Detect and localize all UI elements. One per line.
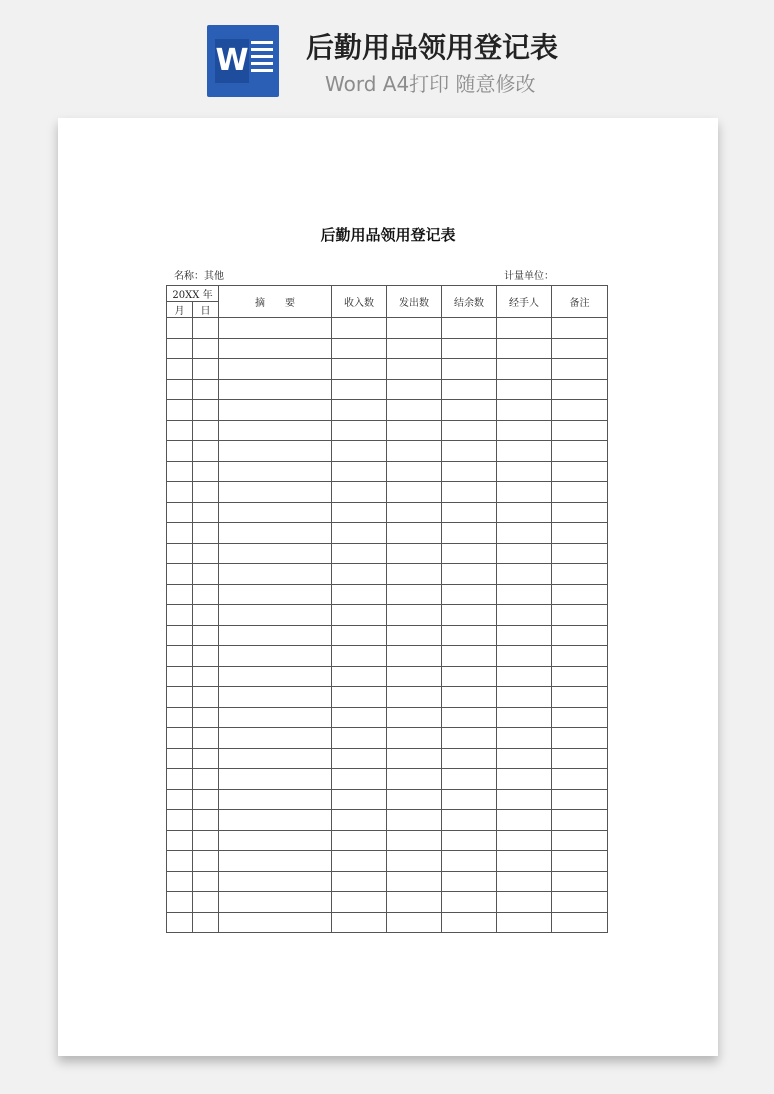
- table-row: [167, 379, 608, 400]
- table-cell[interactable]: [167, 625, 193, 646]
- table-cell[interactable]: [193, 892, 219, 913]
- table-cell[interactable]: [193, 912, 219, 933]
- table-row: [167, 523, 608, 544]
- table-cell[interactable]: [387, 912, 442, 933]
- table-cell[interactable]: [552, 769, 608, 790]
- table-cell[interactable]: [497, 789, 552, 810]
- table-cell[interactable]: [442, 523, 497, 544]
- table-cell[interactable]: [167, 461, 193, 482]
- table-cell[interactable]: [442, 502, 497, 523]
- table-cell[interactable]: [332, 502, 387, 523]
- table-cell[interactable]: [167, 420, 193, 441]
- table-cell[interactable]: [167, 441, 193, 462]
- table-cell[interactable]: [193, 543, 219, 564]
- table-cell[interactable]: [332, 564, 387, 585]
- table-cell[interactable]: [332, 482, 387, 503]
- table-cell[interactable]: [552, 646, 608, 667]
- table-cell[interactable]: [497, 400, 552, 421]
- table-cell[interactable]: [497, 502, 552, 523]
- table-cell[interactable]: [219, 666, 332, 687]
- table-row: [167, 400, 608, 421]
- table-cell[interactable]: [497, 707, 552, 728]
- table-cell[interactable]: [219, 912, 332, 933]
- table-cell[interactable]: [193, 810, 219, 831]
- table-cell[interactable]: [219, 461, 332, 482]
- table-row: [167, 789, 608, 810]
- unit-label: 计量单位：: [504, 271, 554, 282]
- table-cell[interactable]: [552, 400, 608, 421]
- table-cell[interactable]: [193, 379, 219, 400]
- table-row: [167, 502, 608, 523]
- table-cell[interactable]: [193, 769, 219, 790]
- year-header: 20XX 年: [167, 286, 219, 302]
- table-row: [167, 441, 608, 462]
- table-cell[interactable]: [497, 851, 552, 872]
- table-cell[interactable]: [497, 810, 552, 831]
- table-row: [167, 605, 608, 626]
- table-cell[interactable]: [219, 584, 332, 605]
- table-cell[interactable]: [442, 666, 497, 687]
- table-cell[interactable]: [387, 420, 442, 441]
- table-cell[interactable]: [552, 789, 608, 810]
- table-cell[interactable]: [442, 338, 497, 359]
- table-cell[interactable]: [219, 789, 332, 810]
- table-cell[interactable]: [167, 892, 193, 913]
- table-cell[interactable]: [552, 666, 608, 687]
- table-cell[interactable]: [193, 564, 219, 585]
- table-cell[interactable]: [497, 543, 552, 564]
- table-cell[interactable]: [167, 379, 193, 400]
- table-cell[interactable]: [442, 318, 497, 339]
- table-cell[interactable]: [332, 830, 387, 851]
- table-cell[interactable]: [387, 748, 442, 769]
- table-cell[interactable]: [442, 400, 497, 421]
- table-cell[interactable]: [497, 687, 552, 708]
- table-row: [167, 420, 608, 441]
- table-cell[interactable]: [387, 605, 442, 626]
- table-cell[interactable]: [387, 400, 442, 421]
- table-cell[interactable]: [387, 830, 442, 851]
- table-cell[interactable]: [387, 543, 442, 564]
- table-cell[interactable]: [193, 625, 219, 646]
- table-cell[interactable]: [167, 605, 193, 626]
- table-cell[interactable]: [387, 687, 442, 708]
- word-document-icon: [207, 25, 279, 97]
- table-cell[interactable]: [552, 420, 608, 441]
- table-row: [167, 892, 608, 913]
- table-cell[interactable]: [332, 728, 387, 749]
- table-cell[interactable]: [193, 789, 219, 810]
- table-cell[interactable]: [332, 646, 387, 667]
- banner: [0, 0, 774, 110]
- table-cell[interactable]: [442, 912, 497, 933]
- table-cell[interactable]: [497, 359, 552, 380]
- table-row: [167, 871, 608, 892]
- table-cell[interactable]: [497, 605, 552, 626]
- table-cell[interactable]: [497, 338, 552, 359]
- table-cell[interactable]: [497, 482, 552, 503]
- table-cell[interactable]: [332, 707, 387, 728]
- table-cell[interactable]: [387, 666, 442, 687]
- table-cell[interactable]: [442, 892, 497, 913]
- table-cell[interactable]: [552, 318, 608, 339]
- table-cell[interactable]: [552, 461, 608, 482]
- table-cell[interactable]: [332, 338, 387, 359]
- table-row: [167, 318, 608, 339]
- table-cell[interactable]: [552, 871, 608, 892]
- table-cell[interactable]: [442, 379, 497, 400]
- table-row: [167, 769, 608, 790]
- table-cell[interactable]: [387, 707, 442, 728]
- table-cell[interactable]: [497, 461, 552, 482]
- table-cell[interactable]: [387, 584, 442, 605]
- table-cell[interactable]: [552, 625, 608, 646]
- table-cell[interactable]: [442, 441, 497, 462]
- table-cell[interactable]: [167, 789, 193, 810]
- table-row: [167, 687, 608, 708]
- table-cell[interactable]: [387, 482, 442, 503]
- table-cell[interactable]: [332, 625, 387, 646]
- table-cell[interactable]: [552, 728, 608, 749]
- table-cell[interactable]: [552, 338, 608, 359]
- column-header: 收入数: [332, 286, 387, 318]
- table-row: [167, 810, 608, 831]
- table-cell[interactable]: [387, 646, 442, 667]
- table-cell[interactable]: [219, 359, 332, 380]
- table-cell[interactable]: [219, 543, 332, 564]
- table-cell[interactable]: [219, 625, 332, 646]
- banner-title: 后勤用品领用登记表: [306, 31, 559, 64]
- table-cell[interactable]: [332, 359, 387, 380]
- table-cell[interactable]: [167, 687, 193, 708]
- table-cell[interactable]: [167, 728, 193, 749]
- table-cell[interactable]: [497, 584, 552, 605]
- table-cell[interactable]: [442, 646, 497, 667]
- table-cell[interactable]: [442, 625, 497, 646]
- table-cell[interactable]: [442, 420, 497, 441]
- table-cell[interactable]: [193, 851, 219, 872]
- table-cell[interactable]: [167, 810, 193, 831]
- table-row: [167, 707, 608, 728]
- table-cell[interactable]: [219, 810, 332, 831]
- table-cell[interactable]: [167, 482, 193, 503]
- table-row: [167, 564, 608, 585]
- table-cell[interactable]: [332, 871, 387, 892]
- table-cell[interactable]: [193, 728, 219, 749]
- table-cell[interactable]: [552, 564, 608, 585]
- table-cell[interactable]: [193, 707, 219, 728]
- table-cell[interactable]: [193, 646, 219, 667]
- table-cell[interactable]: [219, 687, 332, 708]
- table-cell[interactable]: [552, 584, 608, 605]
- table-cell[interactable]: [387, 851, 442, 872]
- table-cell[interactable]: [387, 625, 442, 646]
- table-cell[interactable]: [219, 892, 332, 913]
- table-cell[interactable]: [167, 318, 193, 339]
- table-cell[interactable]: [387, 564, 442, 585]
- table-cell[interactable]: [332, 584, 387, 605]
- table-cell[interactable]: [497, 523, 552, 544]
- table-cell[interactable]: [167, 359, 193, 380]
- table-cell[interactable]: [332, 892, 387, 913]
- table-cell[interactable]: [167, 748, 193, 769]
- column-header: 摘 要: [219, 286, 332, 318]
- table-cell[interactable]: [219, 769, 332, 790]
- table-cell[interactable]: [442, 584, 497, 605]
- table-cell[interactable]: [193, 461, 219, 482]
- table-cell[interactable]: [219, 851, 332, 872]
- table-cell[interactable]: [332, 912, 387, 933]
- table-cell[interactable]: [387, 359, 442, 380]
- table-cell[interactable]: [219, 871, 332, 892]
- table-cell[interactable]: [332, 400, 387, 421]
- table-cell[interactable]: [219, 379, 332, 400]
- table-row: [167, 728, 608, 749]
- banner-subtitle: Word A4打印 随意修改: [325, 72, 536, 96]
- table-cell[interactable]: [219, 338, 332, 359]
- table-cell[interactable]: [497, 420, 552, 441]
- table-row: [167, 646, 608, 667]
- table-cell[interactable]: [167, 584, 193, 605]
- table-cell[interactable]: [219, 605, 332, 626]
- table-cell[interactable]: [497, 666, 552, 687]
- table-cell[interactable]: [193, 441, 219, 462]
- table-cell[interactable]: [552, 687, 608, 708]
- table-cell[interactable]: [497, 625, 552, 646]
- table-cell[interactable]: [219, 502, 332, 523]
- table-cell[interactable]: [193, 830, 219, 851]
- table-cell[interactable]: [497, 318, 552, 339]
- table-cell[interactable]: [442, 789, 497, 810]
- table-cell[interactable]: [497, 769, 552, 790]
- word-icon-lines: [251, 41, 273, 76]
- table-cell[interactable]: [552, 707, 608, 728]
- table-cell[interactable]: [387, 769, 442, 790]
- table-cell[interactable]: [219, 646, 332, 667]
- table-cell[interactable]: [332, 461, 387, 482]
- table-cell[interactable]: [442, 748, 497, 769]
- table-cell[interactable]: [387, 789, 442, 810]
- table-cell[interactable]: [442, 605, 497, 626]
- table-cell[interactable]: [167, 851, 193, 872]
- table-cell[interactable]: [167, 543, 193, 564]
- table-cell[interactable]: [497, 728, 552, 749]
- table-cell[interactable]: [497, 646, 552, 667]
- table-cell[interactable]: [332, 748, 387, 769]
- table-cell[interactable]: [442, 851, 497, 872]
- table-cell[interactable]: [167, 502, 193, 523]
- table-cell[interactable]: [193, 605, 219, 626]
- table-cell[interactable]: [552, 543, 608, 564]
- table-cell[interactable]: [332, 420, 387, 441]
- table-cell[interactable]: [387, 871, 442, 892]
- table-cell[interactable]: [219, 728, 332, 749]
- table-row: [167, 359, 608, 380]
- table-cell[interactable]: [552, 502, 608, 523]
- table-cell[interactable]: [167, 830, 193, 851]
- table-cell[interactable]: [332, 769, 387, 790]
- table-cell[interactable]: [552, 892, 608, 913]
- table-cell[interactable]: [387, 810, 442, 831]
- table-cell[interactable]: [219, 400, 332, 421]
- table-cell[interactable]: [552, 810, 608, 831]
- table-cell[interactable]: [193, 871, 219, 892]
- table-cell[interactable]: [167, 666, 193, 687]
- table-row: [167, 666, 608, 687]
- table-cell[interactable]: [193, 400, 219, 421]
- column-header: 备注: [552, 286, 608, 318]
- table-cell[interactable]: [332, 543, 387, 564]
- register-table: [166, 285, 608, 933]
- table-cell[interactable]: [442, 830, 497, 851]
- table-cell[interactable]: [497, 441, 552, 462]
- table-cell[interactable]: [497, 748, 552, 769]
- table-cell[interactable]: [552, 441, 608, 462]
- table-cell[interactable]: [193, 502, 219, 523]
- table-cell[interactable]: [552, 830, 608, 851]
- table-cell[interactable]: [442, 687, 497, 708]
- column-header: 发出数: [387, 286, 442, 318]
- table-cell[interactable]: [442, 707, 497, 728]
- table-cell[interactable]: [497, 912, 552, 933]
- table-cell[interactable]: [387, 523, 442, 544]
- table-cell[interactable]: [167, 769, 193, 790]
- table-cell[interactable]: [442, 871, 497, 892]
- table-row: [167, 482, 608, 503]
- table-cell[interactable]: [552, 523, 608, 544]
- name-label: 名称：其他: [174, 271, 224, 282]
- table-cell[interactable]: [219, 748, 332, 769]
- table-cell[interactable]: [167, 646, 193, 667]
- table-cell[interactable]: [387, 441, 442, 462]
- table-cell[interactable]: [332, 687, 387, 708]
- table-cell[interactable]: [387, 892, 442, 913]
- table-cell[interactable]: [167, 564, 193, 585]
- table-cell[interactable]: [193, 584, 219, 605]
- table-cell[interactable]: [167, 338, 193, 359]
- table-cell[interactable]: [219, 420, 332, 441]
- table-cell[interactable]: [332, 789, 387, 810]
- table-cell[interactable]: [332, 441, 387, 462]
- table-cell[interactable]: [442, 461, 497, 482]
- table-cell[interactable]: [167, 400, 193, 421]
- table-cell[interactable]: [442, 769, 497, 790]
- table-cell[interactable]: [442, 810, 497, 831]
- table-cell[interactable]: [442, 359, 497, 380]
- table-cell[interactable]: [442, 728, 497, 749]
- table-cell[interactable]: [552, 851, 608, 872]
- table-cell[interactable]: [332, 379, 387, 400]
- table-cell[interactable]: [167, 912, 193, 933]
- table-cell[interactable]: [193, 338, 219, 359]
- table-cell[interactable]: [442, 482, 497, 503]
- table-row: [167, 338, 608, 359]
- table-cell[interactable]: [387, 728, 442, 749]
- document-title: 后勤用品领用登记表: [320, 226, 456, 244]
- table-row: [167, 748, 608, 769]
- table-cell[interactable]: [219, 523, 332, 544]
- table-cell[interactable]: [332, 666, 387, 687]
- table-cell[interactable]: [387, 318, 442, 339]
- day-header: 日: [193, 302, 219, 318]
- table-cell[interactable]: [219, 318, 332, 339]
- table-cell[interactable]: [552, 359, 608, 380]
- table-cell[interactable]: [193, 523, 219, 544]
- table-cell[interactable]: [387, 502, 442, 523]
- table-cell[interactable]: [497, 379, 552, 400]
- table-row: [167, 830, 608, 851]
- table-cell[interactable]: [387, 379, 442, 400]
- document-page: [58, 118, 718, 1056]
- table-cell[interactable]: [387, 461, 442, 482]
- table-cell[interactable]: [442, 543, 497, 564]
- table-cell[interactable]: [193, 748, 219, 769]
- table-cell[interactable]: [219, 564, 332, 585]
- table-cell[interactable]: [497, 564, 552, 585]
- table-row: [167, 461, 608, 482]
- table-cell[interactable]: [497, 830, 552, 851]
- table-cell[interactable]: [552, 748, 608, 769]
- table-cell[interactable]: [332, 810, 387, 831]
- table-cell[interactable]: [167, 707, 193, 728]
- table-cell[interactable]: [219, 482, 332, 503]
- column-header: 结余数: [442, 286, 497, 318]
- table-row: [167, 543, 608, 564]
- table-cell[interactable]: [167, 871, 193, 892]
- table-row: [167, 625, 608, 646]
- table-cell[interactable]: [193, 666, 219, 687]
- table-cell[interactable]: [497, 892, 552, 913]
- month-header: 月: [167, 302, 193, 318]
- table-cell[interactable]: [193, 482, 219, 503]
- table-cell[interactable]: [332, 851, 387, 872]
- table-row: [167, 912, 608, 933]
- table-cell[interactable]: [332, 318, 387, 339]
- table-cell[interactable]: [167, 523, 193, 544]
- table-row: [167, 584, 608, 605]
- table-cell[interactable]: [193, 687, 219, 708]
- table-cell[interactable]: [332, 523, 387, 544]
- table-cell[interactable]: [193, 318, 219, 339]
- table-cell[interactable]: [193, 359, 219, 380]
- table-cell[interactable]: [442, 564, 497, 585]
- table-cell[interactable]: [387, 338, 442, 359]
- table-cell[interactable]: [497, 871, 552, 892]
- table-cell[interactable]: [552, 605, 608, 626]
- table-cell[interactable]: [332, 605, 387, 626]
- table-cell[interactable]: [552, 912, 608, 933]
- table-cell[interactable]: [219, 441, 332, 462]
- table-cell[interactable]: [219, 830, 332, 851]
- table-cell[interactable]: [193, 420, 219, 441]
- table-cell[interactable]: [552, 482, 608, 503]
- table-cell[interactable]: [219, 707, 332, 728]
- table-cell[interactable]: [552, 379, 608, 400]
- column-header: 经手人: [497, 286, 552, 318]
- word-icon-letter: W: [215, 39, 249, 83]
- table-row: [167, 851, 608, 872]
